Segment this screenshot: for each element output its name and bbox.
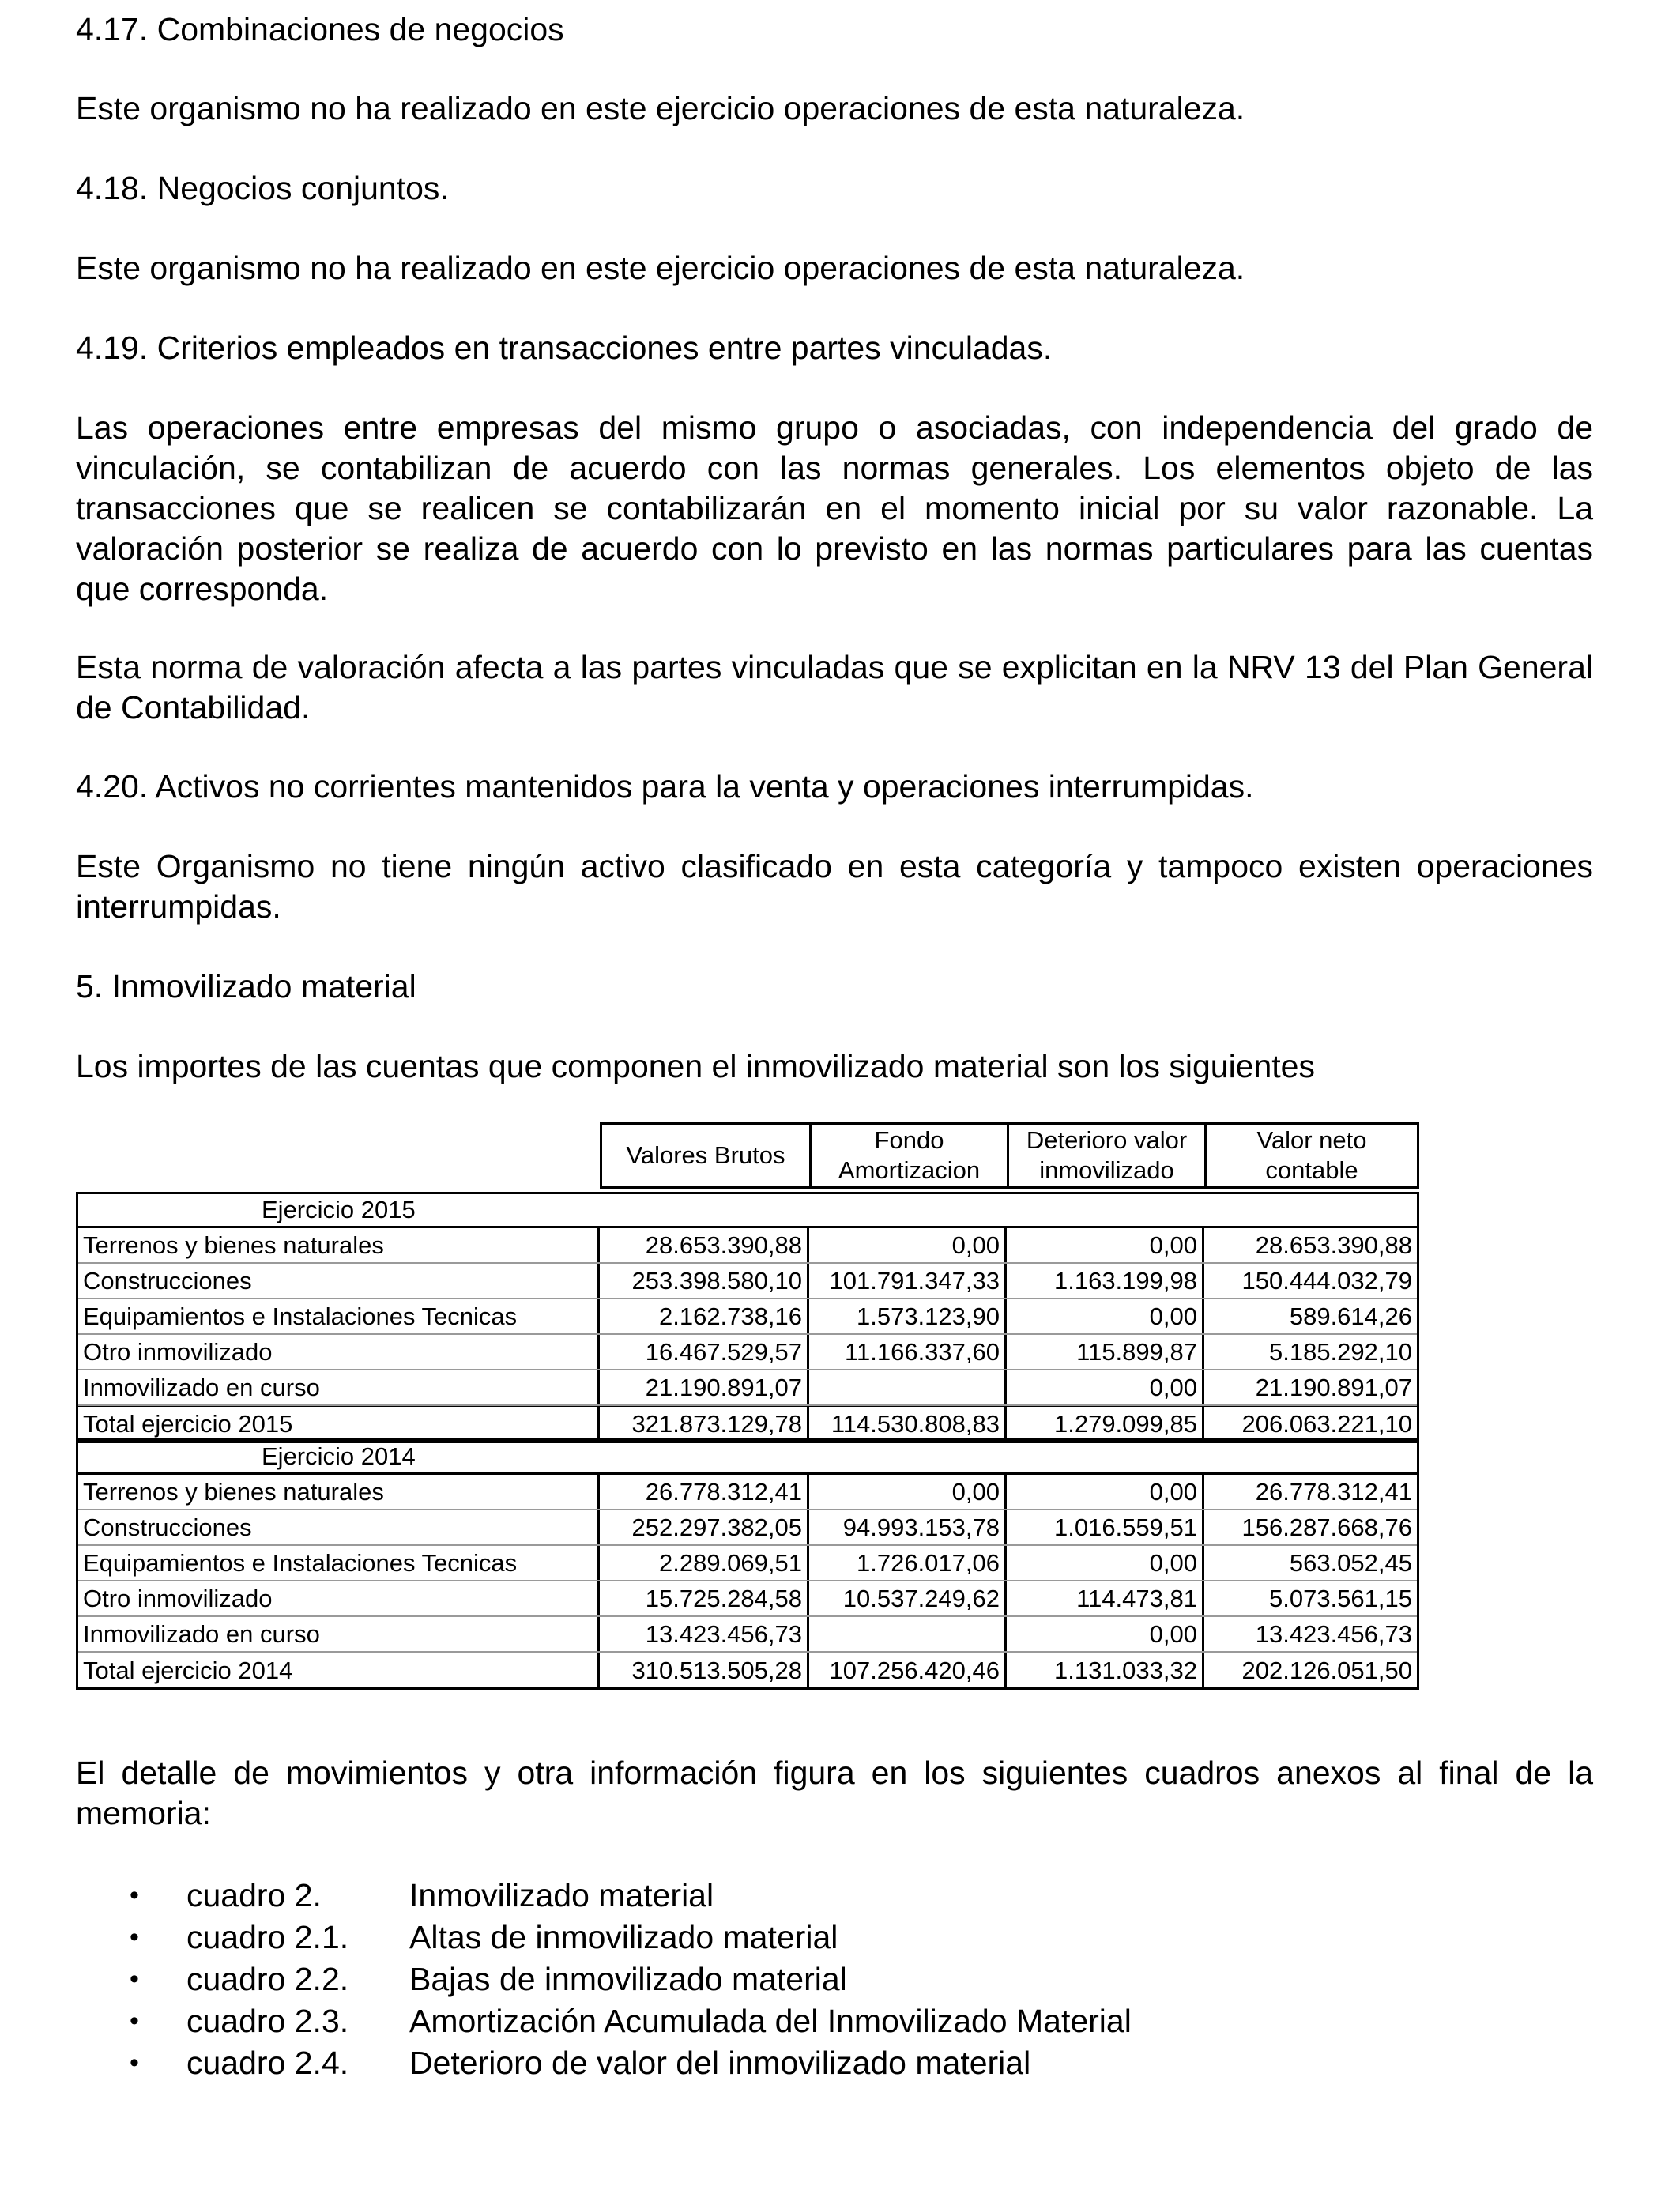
section-paragraph-4-19-b: Esta norma de valoración afecta a las partes vinculadas que se explicitan en la NRV 13 del Plan General de Contabilidad. — [76, 649, 1593, 726]
table-row — [78, 1475, 1417, 1510]
row-value: 5.185.292,10 — [1268, 1338, 1412, 1366]
row-value: 0,00 — [1007, 1617, 1204, 1651]
row-label: Inmovilizado en curso — [78, 1370, 600, 1404]
table-row — [78, 1264, 1417, 1299]
header-valores-brutos: Valores Brutos — [600, 1122, 809, 1189]
row-label: Equipamientos e Instalaciones Tecnicas — [78, 1299, 600, 1333]
section-heading-5: 5. Inmovilizado material — [76, 968, 416, 1005]
row-label: Total ejercicio 2015 — [78, 1407, 600, 1441]
row-value: 115.899,87 — [1007, 1335, 1204, 1369]
section-text-4-18: Este organismo no ha realizado en este ejercicio operaciones de esta naturaleza. — [76, 250, 1245, 286]
row-label: Terrenos y bienes naturales — [78, 1228, 600, 1262]
row-value: 1.131.033,32 — [1007, 1653, 1204, 1687]
section-heading-4-19: 4.19. Criterios empleados en transacciones entre partes vinculadas. — [76, 330, 1053, 366]
row-value — [809, 1617, 1007, 1651]
row-value: 1.016.559,51 — [1007, 1510, 1204, 1544]
row-value: 252.297.382,05 — [600, 1510, 809, 1544]
table-block-2014 — [76, 1438, 1419, 1690]
row-value: 26.778.312,41 — [1255, 1478, 1412, 1506]
row-label: Equipamientos e Instalaciones Tecnicas — [78, 1546, 600, 1580]
row-label: Terrenos y bienes naturales — [78, 1475, 600, 1509]
row-value: 0,00 — [1007, 1370, 1204, 1404]
section-heading-4-20: 4.20. Activos no corrientes mantenidos para la venta y operaciones interrumpidas. — [76, 768, 1254, 805]
row-value: 13.423.456,73 — [1255, 1620, 1412, 1648]
row-value: 11.166.337,60 — [809, 1335, 1007, 1369]
annex-description: Amortización Acumulada del Inmovilizado Material — [409, 2003, 1132, 2039]
list-item — [130, 1875, 1132, 1917]
annex-reference: cuadro 2.1. — [186, 1919, 349, 1955]
list-item — [130, 1917, 1132, 1958]
row-value: 150.444.032,79 — [1241, 1267, 1412, 1295]
row-value: 21.190.891,07 — [1255, 1374, 1412, 1401]
row-value: 206.063.221,10 — [1241, 1410, 1412, 1438]
annex-reference: cuadro 2.3. — [186, 2003, 349, 2039]
table-total-row — [78, 1406, 1417, 1441]
row-value: 0,00 — [1007, 1475, 1204, 1509]
detail-paragraph: El detalle de movimientos y otra información figura en los siguientes cuadros anexos al final de la memoria: — [76, 1755, 1593, 1831]
row-value: 107.256.420,46 — [809, 1653, 1007, 1687]
row-value: 28.653.390,88 — [600, 1228, 809, 1262]
row-value: 94.993.153,78 — [809, 1510, 1007, 1544]
row-value: 1.279.099,85 — [1007, 1407, 1204, 1441]
table-row — [78, 1510, 1417, 1546]
row-value: 1.573.123,90 — [809, 1299, 1007, 1333]
section-text-4-17: Este organismo no ha realizado en este ejercicio operaciones de esta naturaleza. — [76, 90, 1245, 126]
row-value: 2.289.069,51 — [600, 1546, 809, 1580]
row-value: 28.653.390,88 — [1255, 1231, 1412, 1259]
list-item — [130, 1958, 1132, 2000]
section-heading-4-17: 4.17. Combinaciones de negocios — [76, 11, 564, 47]
section-intro-5: Los importes de las cuentas que componen el inmovilizado material son los siguientes — [76, 1048, 1315, 1084]
row-label: Total ejercicio 2014 — [78, 1653, 600, 1687]
table-row — [78, 1335, 1417, 1370]
row-value: 114.530.808,83 — [809, 1407, 1007, 1441]
row-label: Otro inmovilizado — [78, 1581, 600, 1615]
section-paragraph-4-19-a: Las operaciones entre empresas del mismo grupo o asociadas, con independencia del grado de vinculación, se contabilizan de acuerdo con las normas generales. Los elementos objeto de las transacciones que se realicen se contabilizarán en el momento inicial por su valor razonable. La valoración posterior se realiza de acuerdo con lo previsto en las normas particulares para las cuentas que corresponda. — [76, 409, 1593, 607]
row-value: 589.614,26 — [1289, 1302, 1412, 1330]
row-value: 21.190.891,07 — [600, 1370, 809, 1404]
row-label: Construcciones — [78, 1264, 600, 1298]
header-valor-neto: Valor neto contable — [1204, 1122, 1419, 1189]
header-fondo-amortizacion: Fondo Amortizacion — [809, 1122, 1007, 1189]
row-value: 0,00 — [1007, 1299, 1204, 1333]
annex-list — [130, 1875, 1132, 2084]
table-row — [78, 1546, 1417, 1581]
table-row — [78, 1617, 1417, 1653]
row-value: 16.467.529,57 — [600, 1335, 809, 1369]
table-block-2015 — [76, 1192, 1419, 1443]
row-value: 114.473,81 — [1007, 1581, 1204, 1615]
row-value: 0,00 — [1007, 1546, 1204, 1580]
annex-reference: cuadro 2. — [186, 1877, 322, 1913]
header-deterioro-valor: Deterioro valor inmovilizado — [1007, 1122, 1204, 1189]
row-value — [809, 1370, 1007, 1404]
row-value: 563.052,45 — [1289, 1549, 1412, 1577]
row-value: 1.726.017,06 — [809, 1546, 1007, 1580]
row-value: 0,00 — [809, 1228, 1007, 1262]
row-value: 202.126.051,50 — [1241, 1657, 1412, 1684]
table-row — [78, 1370, 1417, 1406]
section-text-4-20: Este Organismo no tiene ningún activo clasificado en esta categoría y tampoco existen operaciones interrumpidas. — [76, 848, 1593, 925]
row-value: 0,00 — [809, 1475, 1007, 1509]
table-total-row — [78, 1653, 1417, 1687]
table-header — [600, 1122, 1419, 1189]
annex-description: Deterioro de valor del inmovilizado material — [409, 2045, 1031, 2081]
row-value: 10.537.249,62 — [809, 1581, 1007, 1615]
row-value: 101.791.347,33 — [809, 1264, 1007, 1298]
row-label: Otro inmovilizado — [78, 1335, 600, 1369]
row-value: 156.287.668,76 — [1241, 1514, 1412, 1541]
annex-description: Inmovilizado material — [409, 1877, 714, 1913]
row-value: 321.873.129,78 — [600, 1407, 809, 1441]
bullet-icon: • — [130, 1922, 139, 1952]
list-item — [130, 2000, 1132, 2042]
bullet-icon: • — [130, 1880, 139, 1910]
row-value: 253.398.580,10 — [600, 1264, 809, 1298]
row-value: 26.778.312,41 — [600, 1475, 809, 1509]
row-value: 15.725.284,58 — [600, 1581, 809, 1615]
bullet-icon: • — [130, 1964, 139, 1994]
table-row — [78, 1581, 1417, 1617]
block-year-label: Ejercicio 2014 — [78, 1441, 1417, 1475]
row-value: 0,00 — [1007, 1228, 1204, 1262]
block-year-label: Ejercicio 2015 — [78, 1194, 1417, 1228]
row-value: 1.163.199,98 — [1007, 1264, 1204, 1298]
annex-reference: cuadro 2.2. — [186, 1961, 349, 1997]
annex-description: Altas de inmovilizado material — [409, 1919, 838, 1955]
row-value: 5.073.561,15 — [1268, 1585, 1412, 1612]
row-label: Construcciones — [78, 1510, 600, 1544]
row-value: 2.162.738,16 — [600, 1299, 809, 1333]
section-heading-4-18: 4.18. Negocios conjuntos. — [76, 170, 449, 206]
annex-reference: cuadro 2.4. — [186, 2045, 349, 2081]
annex-description: Bajas de inmovilizado material — [409, 1961, 847, 1997]
table-row — [78, 1228, 1417, 1264]
row-label: Inmovilizado en curso — [78, 1617, 600, 1651]
row-value: 310.513.505,28 — [600, 1653, 809, 1687]
row-value: 13.423.456,73 — [600, 1617, 809, 1651]
bullet-icon: • — [130, 2006, 139, 2036]
list-item — [130, 2042, 1132, 2084]
table-row — [78, 1299, 1417, 1335]
bullet-icon: • — [130, 2048, 139, 2078]
